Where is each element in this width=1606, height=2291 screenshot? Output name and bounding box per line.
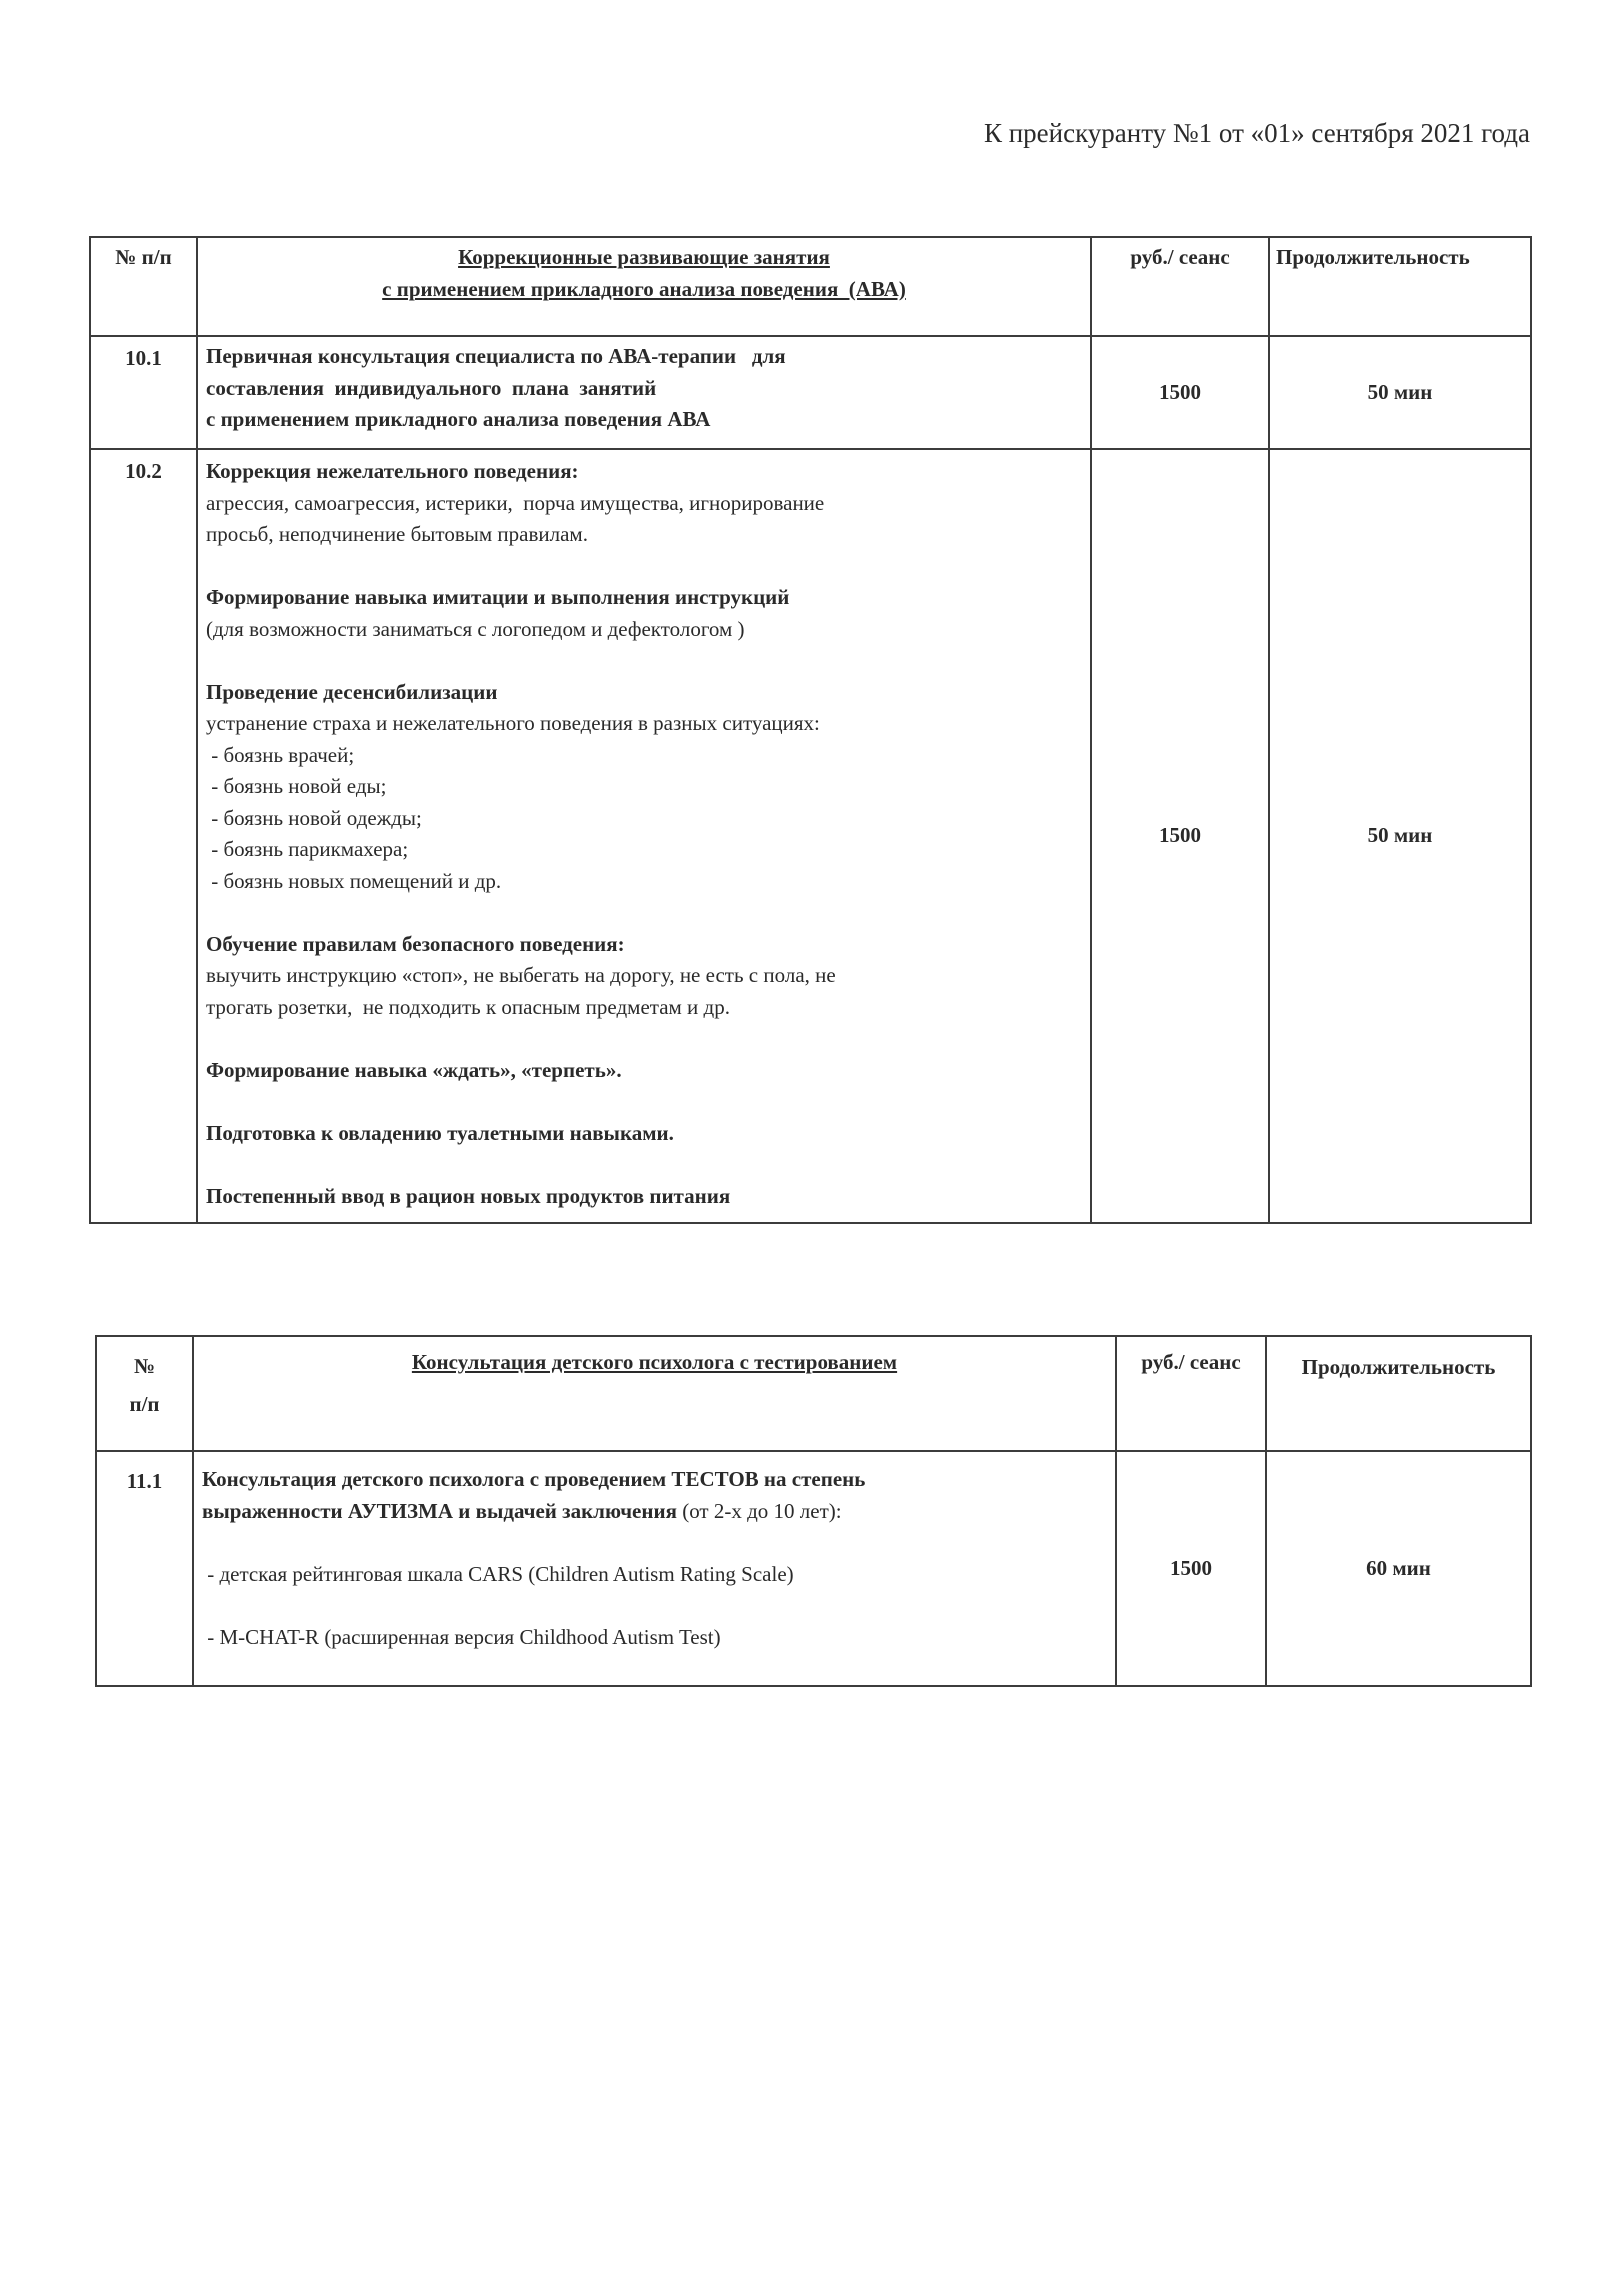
table-header-row [90, 237, 1531, 336]
table-row [96, 1451, 1531, 1686]
service-description [193, 1451, 1116, 1686]
service-duration: 60 мин [1266, 1451, 1531, 1686]
price-list-reference: К прейскуранту №1 от «01» сентября 2021 года [983, 118, 1530, 148]
subsection-text: (для возможности заниматься с логопедом и дефектологом ) [206, 616, 745, 641]
description-bold: выраженности АУТИЗМА и выдачей заключения [202, 1498, 677, 1523]
service-description [197, 336, 1091, 449]
subsection-text: трогать розетки, не подходить к опасным предметам и др. [206, 994, 730, 1019]
list-item: - боязнь новой одежды; [206, 805, 422, 830]
row-number: 11.1 [96, 1451, 193, 1686]
section-title-line2: с применением прикладного анализа поведения (АВА) [382, 276, 906, 301]
column-header-duration: Продолжительность [1269, 237, 1531, 336]
subsection-title: Коррекция нежелательного поведения: [206, 459, 579, 483]
row-number: 10.2 [90, 449, 197, 1223]
column-header-duration [1266, 1336, 1531, 1451]
section-title-line1: Коррекционные развивающие занятия [458, 245, 830, 269]
column-header-number: № п/п [90, 237, 197, 336]
column-header-service [197, 237, 1091, 336]
table-row [90, 336, 1531, 449]
aba-price-table [89, 236, 1532, 1224]
subsection-title: Подготовка к овладению туалетными навыками. [206, 1120, 674, 1145]
description-line [202, 1496, 1107, 1528]
list-item: - M-CHAT-R (расширенная версия Childhood Autism Test) [202, 1624, 721, 1649]
subsection-text: просьб, неподчинение бытовым правилам. [206, 522, 588, 546]
table-header-row [96, 1336, 1531, 1451]
service-price: 1500 [1091, 449, 1269, 1223]
subsection-title: Обучение правилам безопасного поведения: [206, 931, 625, 956]
service-duration: 50 мин [1269, 449, 1531, 1223]
list-item: - боязнь новых помещений и др. [206, 868, 502, 893]
service-description [197, 449, 1091, 1223]
row-number: 10.1 [90, 336, 197, 449]
column-header-service: Консультация детского психолога с тестированием [193, 1336, 1116, 1451]
column-header-number-text: № п/п [129, 1354, 160, 1416]
list-item: - боязнь парикмахера; [206, 837, 409, 861]
age-range: (от 2-х до 10 лет): [676, 1498, 842, 1523]
list-item: - боязнь врачей; [206, 742, 355, 767]
column-header-duration-text: Продолжительность [1301, 1355, 1496, 1379]
service-price: 1500 [1116, 1451, 1266, 1686]
subsection-text: устранение страха и нежелательного поведения в разных ситуациях: [206, 711, 820, 735]
description-line: Консультация детского психолога с проведением ТЕСТОВ на степень [202, 1467, 866, 1491]
psychologist-price-table [95, 1335, 1532, 1687]
description-line: составления индивидуального плана занятий [206, 375, 657, 400]
list-item: - боязнь новой еды; [206, 774, 387, 798]
description-line: Первичная консультация специалиста по АВА-терапии для [206, 344, 786, 368]
column-header-price: руб./ сеанс [1116, 1336, 1266, 1451]
subsection-title: Формирование навыка «ждать», «терпеть». [206, 1057, 622, 1082]
subsection-title: Формирование навыка имитации и выполнения инструкций [206, 585, 790, 609]
column-header-price: руб./ сеанс [1091, 237, 1269, 336]
list-item: - детская рейтинговая шкала CARS (Children Autism Rating Scale) [202, 1561, 794, 1586]
subsection-title: Постепенный ввод в рацион новых продуктов питания [206, 1183, 731, 1208]
subsection-title: Проведение десенсибилизации [206, 679, 498, 704]
service-price: 1500 [1091, 336, 1269, 449]
service-duration: 50 мин [1269, 336, 1531, 449]
subsection-text: выучить инструкцию «стоп», не выбегать на дорогу, не есть с пола, не [206, 963, 836, 987]
description-line: с применением прикладного анализа поведения АВА [206, 407, 711, 431]
column-header-number [96, 1336, 193, 1451]
subsection-text: агрессия, самоагрессия, истерики, порча имущества, игнорирование [206, 490, 825, 515]
table-row [90, 449, 1531, 1223]
